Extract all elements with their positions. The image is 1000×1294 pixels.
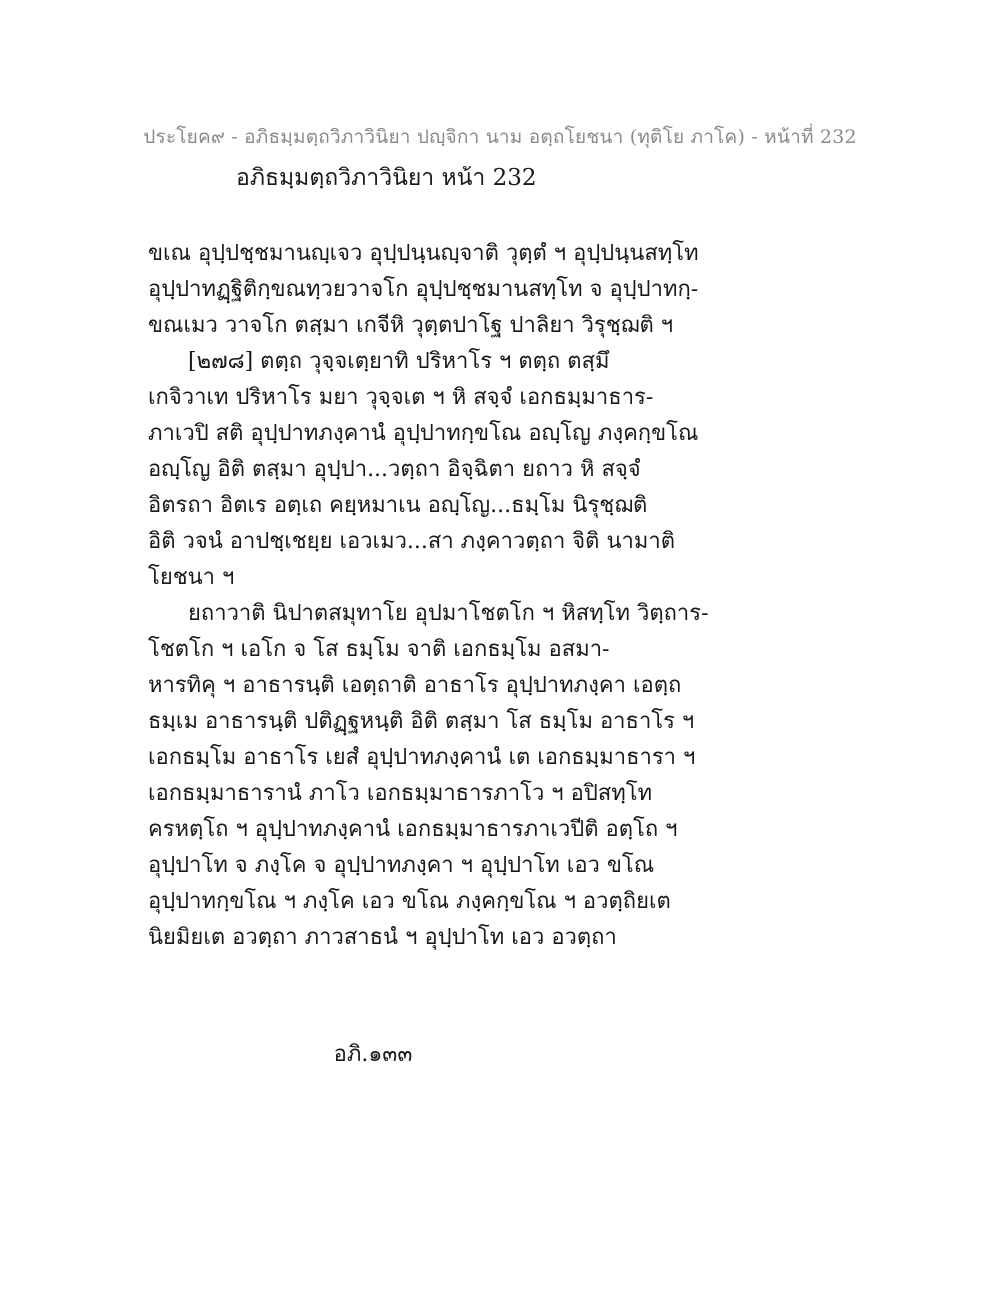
text-line: ขณเมว วาจโก ตสฺมา เกจีหิ วุตฺตปาโฐ ปาลิยา วิรุชฺฌติ ฯ: [148, 313, 674, 338]
text-line: อญฺโญ อิติ ตสฺมา อุปฺปา...วตฺถา อิจฺฉิตา ยถาว หิ สจฺจํ: [148, 457, 641, 482]
text-line: ยถาวาติ นิปาตสมุทาโย อุปมาโชตโก ฯ หิสทฺโท วิตฺถาร-: [188, 601, 709, 626]
text-line: ครหตฺโถ ฯ อุปฺปาทภงฺคานํ เอกธมฺมาธารภาเวปีติ อตฺโถ ฯ: [148, 817, 678, 842]
text-line: อุปฺปาทกฺขโณ ฯ ภงฺโค เอว ขโณ ภงฺคกฺขโณ ฯ อวตฺถิยเต: [148, 889, 671, 914]
text-line: อุปฺปาโท จ ภงฺโค จ อุปฺปาทภงฺคา ฯ อุปฺปาโท เอว ขโณ: [148, 853, 655, 878]
text-line: อิตรถา อิตเร อตฺเถ คยฺหมาเน อญฺโญ...ธมฺโม นิรุชฺฌติ: [148, 493, 648, 518]
page-footer: อภิ.๑๓๓: [333, 1042, 413, 1067]
text-line: ภาเวปิ สติ อุปฺปาทภงฺคานํ อุปฺปาทกฺขโณ อญฺโญ ภงฺคกฺขโณ: [148, 421, 699, 446]
text-line: หารทิคุ ฯ อาธารนฺติ เอตฺถาติ อาธาโร อุปฺปาทภงฺคา เอตฺถ: [148, 673, 682, 698]
running-header: ประโยค๙ - อภิธมฺมตฺถวิภาวินิยา ปญฺจิกา นาม อตฺถโยชนา (ทุติโย ภาโค) - หน้าที่ 232: [143, 126, 857, 148]
text-line: เอกธมฺมาธารานํ ภาโว เอกธมฺมาธารภาโว ฯ อปิสทฺโท: [148, 781, 653, 806]
text-line: โยชนา ฯ: [148, 565, 235, 590]
text-line: ขเณ อุปฺปชฺชมานญฺเจว อุปฺปนฺนญฺจาติ วุตฺตํ ฯ อุปฺปนฺนสทฺโท: [148, 241, 699, 266]
text-line: [๒๗๘] ตตฺถ วุจฺจเตฺยาทิ ปริหาโร ฯ ตตฺถ ตสฺมึ: [188, 349, 610, 374]
text-line: เอกธมฺโม อาธาโร เยสํ อุปฺปาทภงฺคานํ เต เอกธมฺมาธารา ฯ: [148, 745, 696, 770]
text-line: เกจิวาเท ปริหาโร มยา วุจฺจเต ฯ หิ สจฺจํ เอกธมฺมาธาร-: [148, 385, 654, 410]
text-line: อิติ วจนํ อาปชฺเชยฺย เอวเมว...สา ภงฺคาวตฺถา จิติ นามาติ: [148, 529, 676, 554]
body-text: [148, 236, 868, 956]
text-line: อุปฺปาทฏฺฐิติกฺขณทฺวยวาจโก อุปฺปชฺชมานสทฺโท จ อุปฺปาทกฺ-: [148, 277, 699, 302]
text-line: โชตโก ฯ เอโก จ โส ธมฺโม จาติ เอกธมฺโม อสมา-: [148, 637, 610, 662]
text-line: นิยมิยเต อวตฺถา ภาวสาธนํ ฯ อุปฺปาโท เอว อวตฺถา: [148, 925, 617, 950]
text-line: ธมฺเม อาธารนฺติ ปติฏฺฐหนฺติ อิติ ตสฺมา โส ธมฺโม อาธาโร ฯ: [148, 709, 695, 734]
page-heading: อภิธมฺมตฺถวิภาวินิยา หน้า 232: [236, 165, 537, 191]
